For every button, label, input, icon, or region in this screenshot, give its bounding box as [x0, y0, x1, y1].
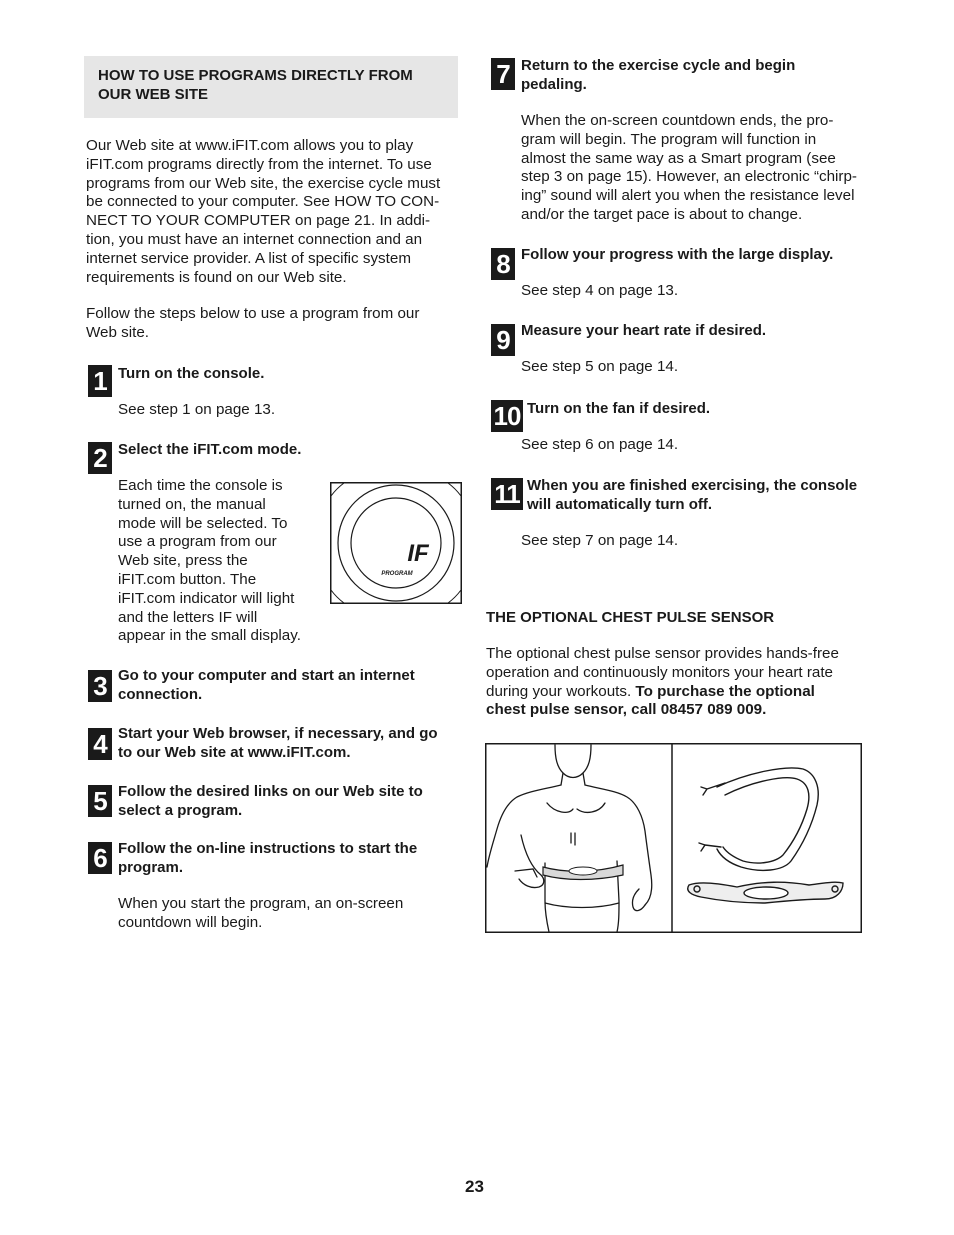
step-7-title-line: pedaling. [521, 76, 587, 93]
step-8-title: Follow your progress with the large display. [521, 246, 834, 263]
section-header-line-1: HOW TO USE PROGRAMS DIRECTLY FROM [98, 67, 413, 84]
step-10 [527, 399, 872, 418]
intro-line: iFIT.com programs directly from the internet. To use [86, 155, 432, 173]
step-number-11: 11 [491, 478, 523, 510]
console-display-illustration [330, 482, 462, 604]
step-6 [118, 839, 463, 933]
step-1-title: Turn on the console. [118, 365, 265, 382]
step-7-line: gram will begin. The program will function in [521, 130, 817, 148]
sensor-paragraph [486, 645, 866, 720]
step-3-title-line: Go to your computer and start an internet [118, 667, 415, 684]
step-9 [521, 321, 871, 377]
sensor-line: operation and continuously monitors your heart rate [486, 663, 833, 681]
step-2-body [118, 477, 328, 646]
step-4 [118, 724, 463, 762]
step-number-6: 6 [88, 842, 112, 874]
step-1-body: See step 1 on page 13. [118, 401, 276, 418]
step-2-line: and the letters IF will [118, 608, 258, 626]
display-program-label: PROGRAM [381, 571, 413, 577]
step-2 [118, 440, 458, 459]
step-7-title-line: Return to the exercise cycle and begin [521, 57, 796, 74]
step-2-line: appear in the small display. [118, 627, 301, 645]
step-number-9: 9 [491, 324, 515, 356]
step-8-body: See step 4 on page 13. [521, 282, 679, 299]
step-7-line: almost the same way as a Smart program (see [521, 149, 836, 167]
step-number-7: 7 [491, 58, 515, 90]
step-9-body: See step 5 on page 14. [521, 358, 679, 375]
section-header [84, 56, 458, 118]
step-2-line: iFIT.com button. The [118, 570, 257, 588]
step-11-title-line: will automatically turn off. [527, 496, 713, 513]
step-7-line: ing” sound will alert you when the resistance level [521, 187, 855, 205]
step-10-title: Turn on the fan if desired. [527, 400, 711, 417]
follow-paragraph [86, 305, 458, 343]
step-2-title: Select the iFIT.com mode. [118, 441, 302, 458]
sensor-section-title: THE OPTIONAL CHEST PULSE SENSOR [486, 609, 775, 626]
step-3 [118, 666, 463, 704]
intro-line: be connected to your computer. See HOW TO CON- [86, 193, 440, 211]
intro-line: Our Web site at www.iFIT.com allows you to play [86, 137, 414, 154]
step-number-1: 1 [88, 365, 112, 397]
step-9-title: Measure your heart rate if desired. [521, 322, 767, 339]
step-number-4: 4 [88, 728, 112, 760]
sensor-line-plain: during your workouts. [486, 682, 636, 700]
step-number-2: 2 [88, 442, 112, 474]
step-11-title-line: When you are finished exercising, the console [527, 477, 858, 494]
intro-line: programs from our Web site, the exercise cycle must [86, 174, 441, 192]
step-2-line: turned on, the manual [118, 495, 266, 513]
step-4-title-line: Start your Web browser, if necessary, and go [118, 725, 438, 742]
section-header-line-2: OUR WEB SITE [98, 86, 209, 103]
step-6-title-line: Follow the on-line instructions to start the [118, 840, 418, 857]
intro-line: NECT TO YOUR COMPUTER on page 21. In addi- [86, 212, 431, 230]
step-6-line: countdown will begin. [118, 913, 263, 931]
sensor-line [486, 683, 866, 702]
step-2-line: Web site, press the [118, 552, 248, 570]
step-6-title-line: program. [118, 859, 184, 876]
step-2-line: iFIT.com indicator will light [118, 589, 295, 607]
intro-line: requirements is found on our Web site. [86, 268, 347, 286]
intro-paragraph [86, 137, 458, 287]
step-1 [118, 364, 458, 420]
step-5-title-line: Follow the desired links on our Web site to [118, 783, 423, 800]
step-3-title-line: connection. [118, 686, 203, 703]
page-number: 23 [465, 1177, 484, 1196]
step-2-line: use a program from our [118, 533, 277, 551]
step-2-line: mode will be selected. To [118, 514, 288, 532]
follow-line: Follow the steps below to use a program from our [86, 305, 420, 322]
intro-line: tion, you must have an internet connection and an [86, 230, 423, 248]
sensor-line-bold: To purchase the optional [635, 682, 815, 700]
step-8 [521, 245, 871, 301]
step-number-8: 8 [491, 248, 515, 280]
step-number-10: 10 [491, 400, 523, 432]
chest-sensor-illustration [485, 743, 862, 934]
step-7-line: and/or the target pace is about to change. [521, 205, 803, 223]
step-5 [118, 782, 463, 820]
step-5-title-line: select a program. [118, 802, 243, 819]
intro-line: internet service provider. A list of specific system [86, 249, 411, 267]
step-number-5: 5 [88, 785, 112, 817]
display-letters: IF [407, 540, 429, 567]
step-2-line: Each time the console is [118, 477, 283, 494]
step-6-line: When you start the program, an on-screen [118, 895, 404, 912]
step-7-line: step 3 on page 15). However, an electronic “chirp- [521, 168, 857, 186]
follow-line: Web site. [86, 323, 150, 341]
step-10-body: See step 6 on page 14. [521, 436, 679, 453]
sensor-purchase-line: chest pulse sensor, call 08457 089 009. [486, 701, 767, 719]
sensor-line: The optional chest pulse sensor provides hands-free [486, 645, 839, 662]
step-11 [527, 476, 872, 514]
step-7 [521, 56, 871, 225]
step-7-line: When the on-screen countdown ends, the pro- [521, 112, 834, 129]
step-number-3: 3 [88, 670, 112, 702]
step-11-body: See step 7 on page 14. [521, 532, 679, 549]
step-4-title-line: to our Web site at www.iFIT.com. [118, 744, 351, 761]
